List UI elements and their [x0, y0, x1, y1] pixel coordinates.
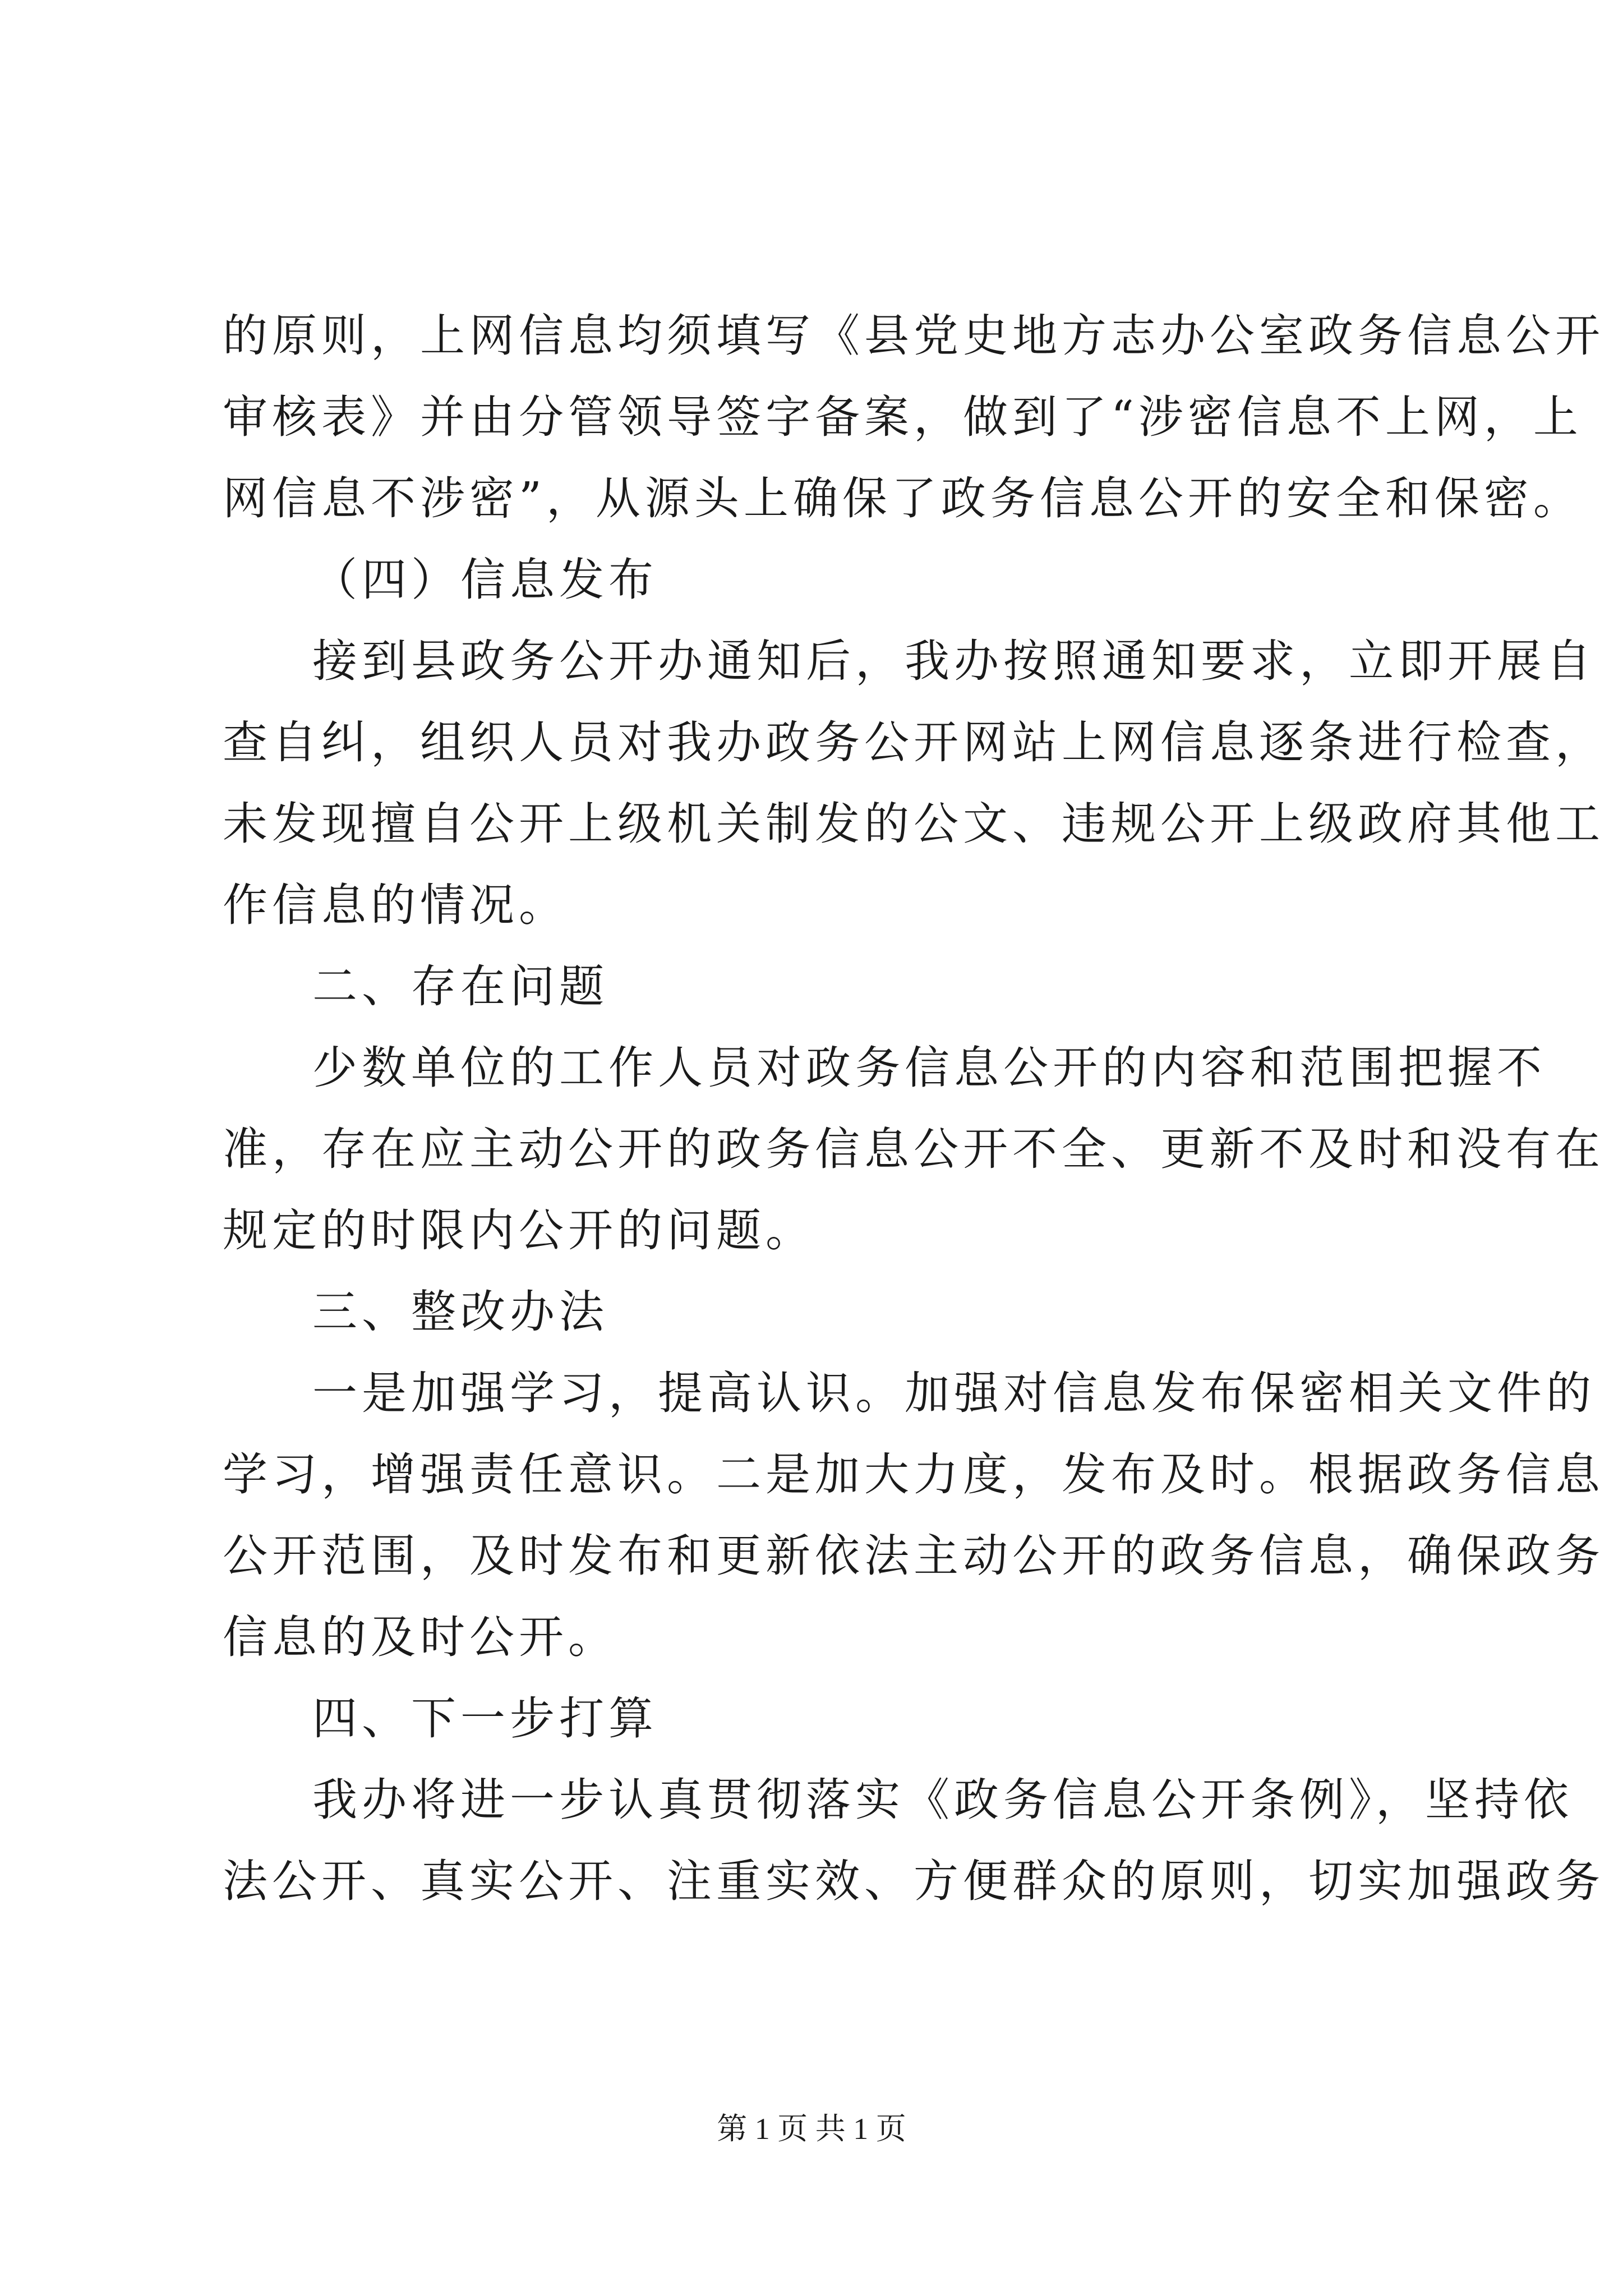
section-heading-problems: 二、存在问题 — [312, 960, 608, 1013]
text-line: 准，存在应主动公开的政务信息公开不全、更新不及时和没有在 — [223, 1123, 1604, 1175]
text-line: 少数单位的工作人员对政务信息公开的内容和范围把握不 — [312, 1042, 1546, 1094]
document-body — [223, 295, 1604, 1922]
text-line: 未发现擅自公开上级机关制发的公文、违规公开上级政府其他工 — [223, 798, 1604, 850]
text-line: 公开范围，及时发布和更新依法主动公开的政务信息，确保政务 — [223, 1530, 1604, 1582]
text-line: 学习，增强责任意识。二是加大力度，发布及时。根据政务信息 — [223, 1448, 1604, 1501]
text-line: 的原则，上网信息均须填写《县党史地方志办公室政务信息公开 — [223, 310, 1604, 362]
text-line: 规定的时限内公开的问题。 — [223, 1204, 815, 1257]
text-line: 作信息的情况。 — [223, 879, 568, 931]
text-line: 网信息不涉密”，从源头上确保了政务信息公开的安全和保密。 — [223, 472, 1583, 524]
text-line: 审核表》并由分管领导签字备案，做到了“涉密信息不上网，上 — [223, 391, 1583, 443]
section-heading-info-release: （四）信息发布 — [312, 554, 658, 606]
page-footer — [0, 2109, 1623, 2148]
section-heading-next-steps: 四、下一步打算 — [312, 1692, 658, 1745]
text-line: 接到县政务公开办通知后，我办按照通知要求，立即开展自 — [312, 635, 1596, 687]
section-heading-rectification: 三、整改办法 — [312, 1286, 608, 1338]
text-line: 一是加强学习，提高认识。加强对信息发布保密相关文件的 — [312, 1367, 1596, 1419]
text-line: 信息的及时公开。 — [223, 1611, 617, 1663]
text-line: 法公开、真实公开、注重实效、方便群众的原则，切实加强政务 — [223, 1855, 1604, 1907]
text-line: 查自纠，组织人员对我办政务公开网站上网信息逐条进行检查， — [223, 716, 1604, 769]
text-line: 我办将进一步认真贯彻落实《政务信息公开条例》，坚持依 — [312, 1774, 1573, 1826]
page-number: 第 1 页 共 1 页 — [717, 2112, 906, 2146]
